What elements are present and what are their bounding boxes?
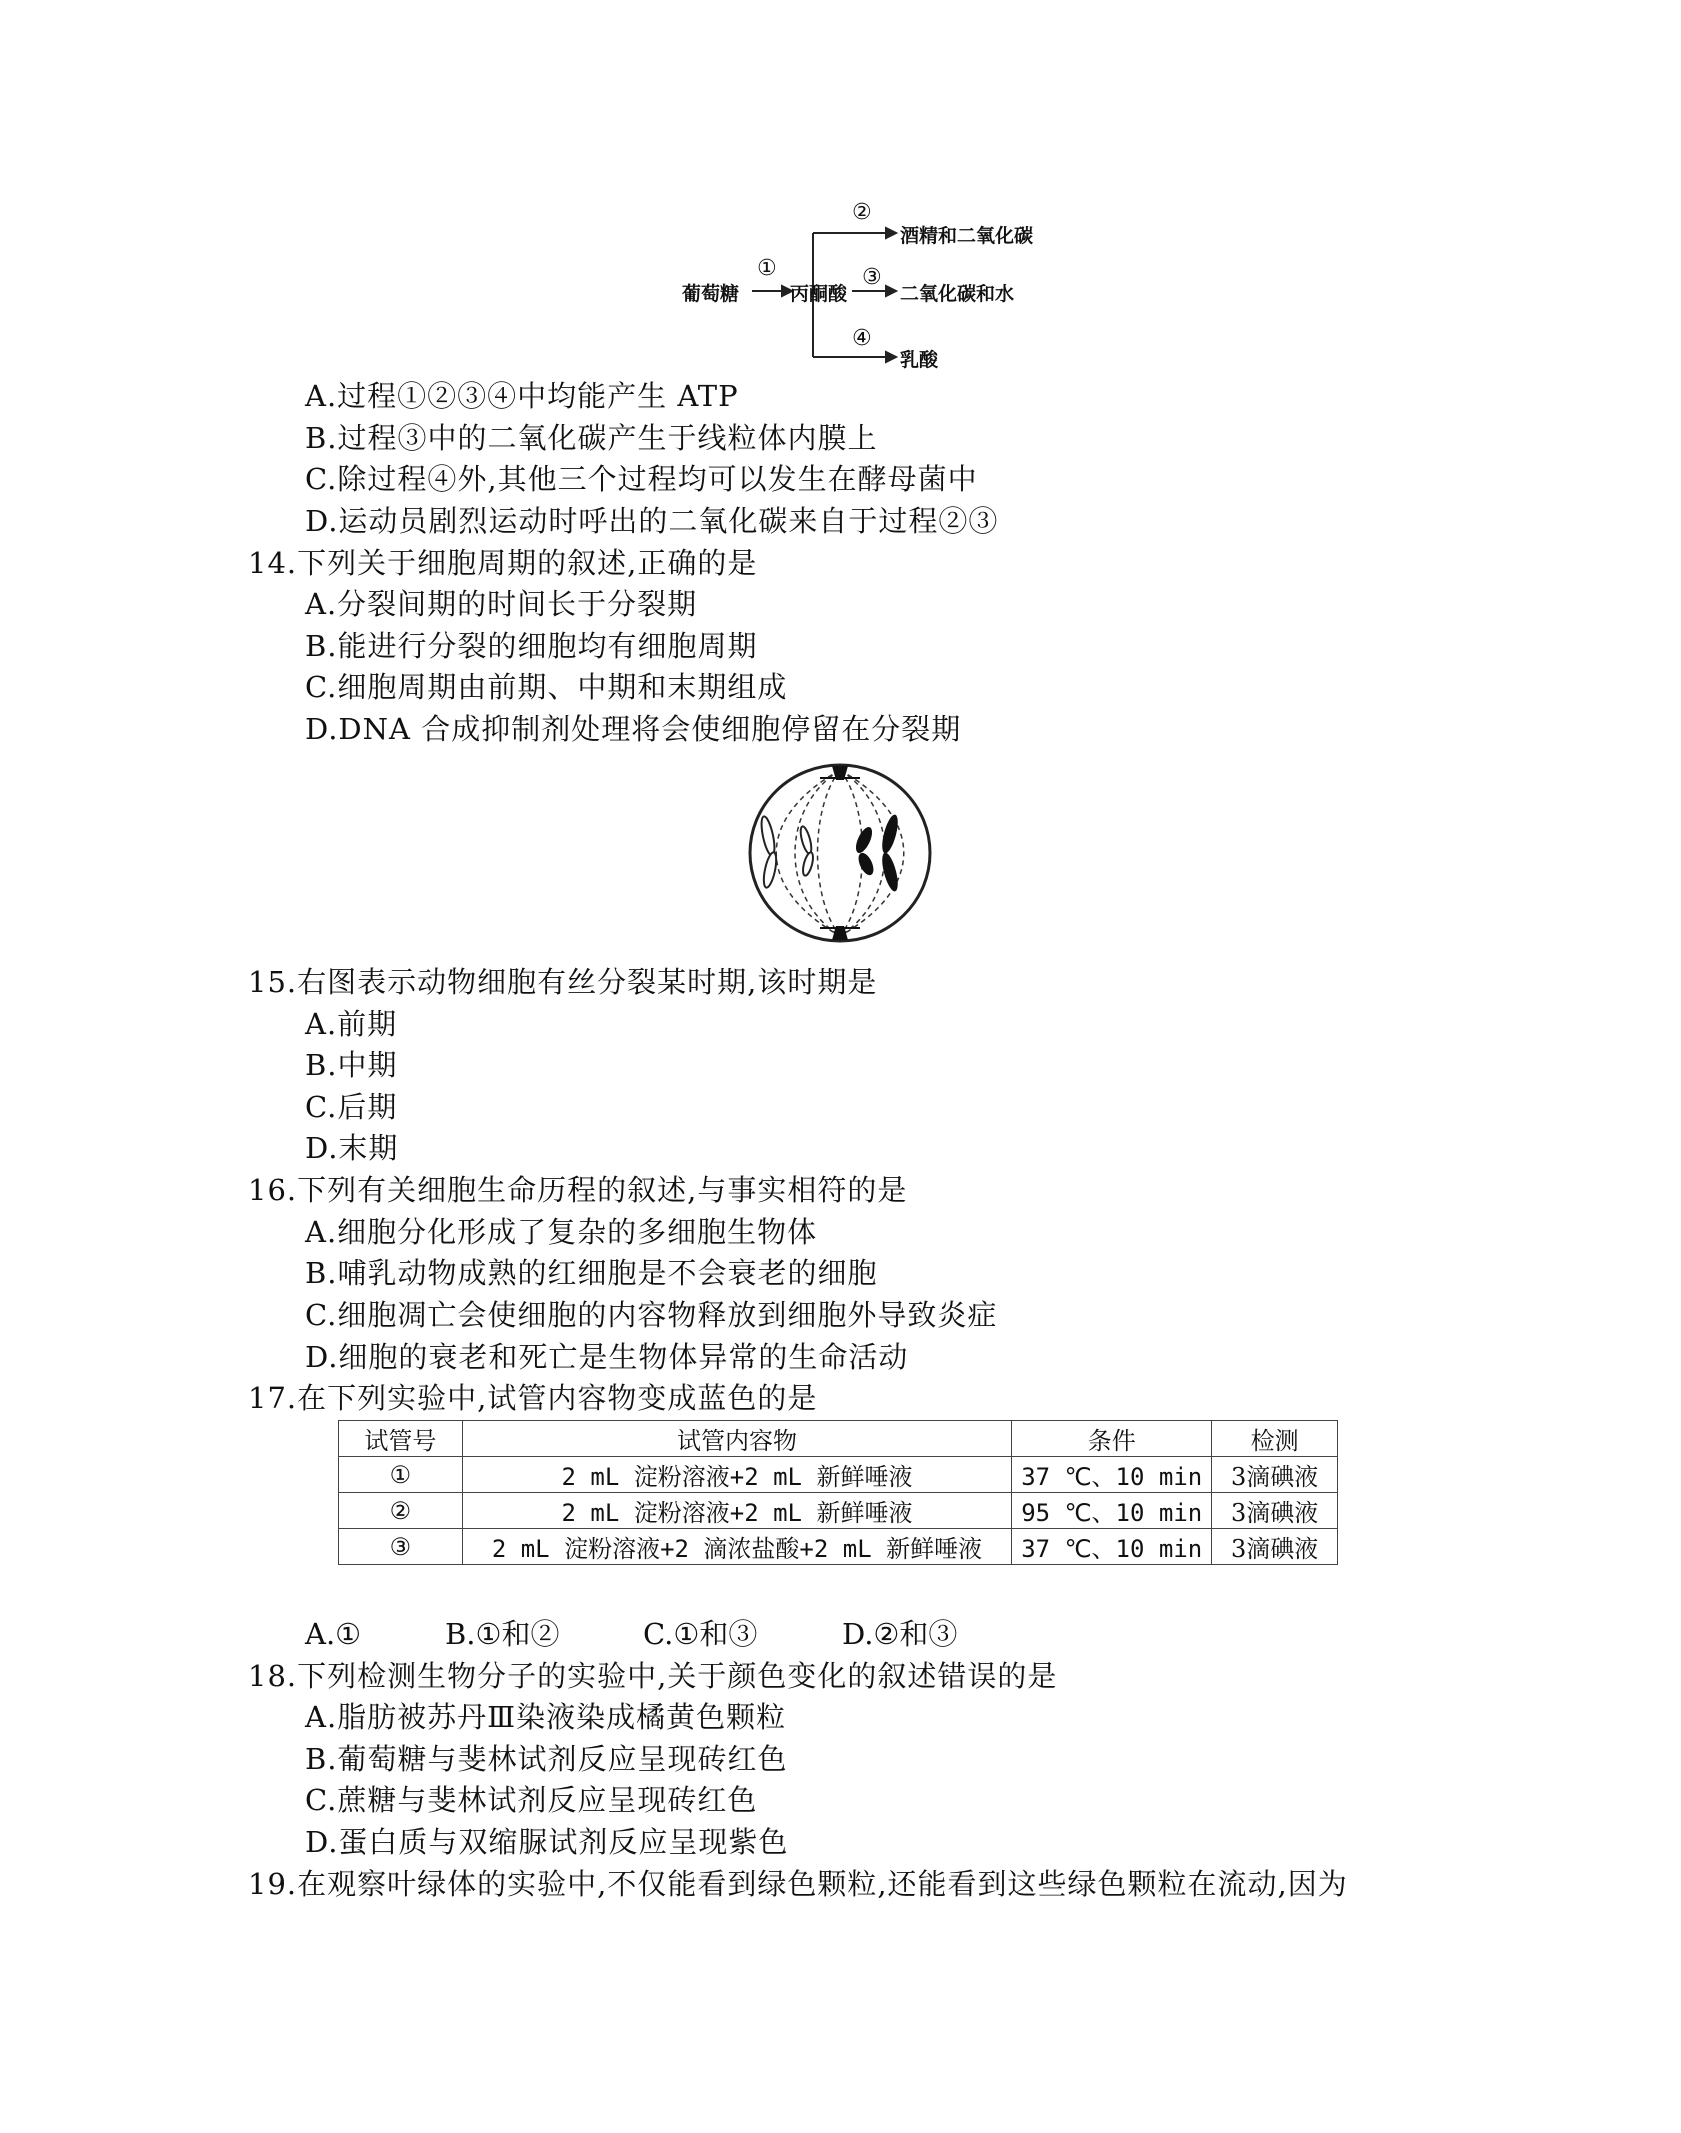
process-2-label: ② — [852, 200, 872, 225]
q15-stem: 15.右图表示动物细胞有丝分裂某时期,该时期是 — [248, 965, 878, 999]
header-tube-contents: 试管内容物 — [462, 1421, 1012, 1457]
table-cell: 2 mL 淀粉溶液+2 滴浓盐酸+2 mL 新鲜唾液 — [462, 1529, 1012, 1565]
q18-stem: 18.下列检测生物分子的实验中,关于颜色变化的叙述错误的是 — [248, 1659, 1058, 1693]
table-cell: 37 ℃、10 min — [1012, 1457, 1212, 1493]
q16-option-a: A.细胞分化形成了复杂的多细胞生物体 — [305, 1215, 818, 1249]
alcohol-co2-label: 酒精和二氧化碳 — [900, 225, 1034, 247]
q16-option-c: C.细胞凋亡会使细胞的内容物释放到细胞外导致炎症 — [305, 1298, 998, 1332]
table-cell: ③ — [339, 1529, 463, 1565]
q17-option-a: A.① — [305, 1617, 362, 1651]
experiment-table — [338, 1420, 1338, 1565]
table-cell: ① — [339, 1457, 463, 1493]
co2-water-label: 二氧化碳和水 — [900, 283, 1015, 305]
q14-option-a: A.分裂间期的时间长于分裂期 — [305, 587, 698, 621]
q13-option-c: C.除过程④外,其他三个过程均可以发生在酵母菌中 — [305, 462, 978, 496]
process-4-label: ④ — [852, 326, 872, 351]
header-tube-number: 试管号 — [339, 1421, 463, 1457]
q15-option-a: A.前期 — [305, 1007, 398, 1041]
q16-stem: 16.下列有关细胞生命历程的叙述,与事实相符的是 — [248, 1173, 908, 1207]
q15-option-c: C.后期 — [305, 1090, 398, 1124]
table-cell: 2 mL 淀粉溶液+2 mL 新鲜唾液 — [462, 1493, 1012, 1529]
table-row — [339, 1457, 1338, 1493]
respiration-arrows — [0, 0, 1681, 400]
q17-stem: 17.在下列实验中,试管内容物变成蓝色的是 — [248, 1381, 818, 1415]
q14-option-b: B.能进行分裂的细胞均有细胞周期 — [305, 629, 758, 663]
table-cell: 3滴碘液 — [1212, 1457, 1338, 1493]
pyruvate-label: 丙酮酸 — [790, 283, 848, 305]
table-cell: 2 mL 淀粉溶液+2 mL 新鲜唾液 — [462, 1457, 1012, 1493]
q18-option-a: A.脂肪被苏丹Ⅲ染液染成橘黄色颗粒 — [305, 1700, 787, 1734]
q13-option-a: A.过程①②③④中均能产生 ATP — [305, 379, 739, 413]
table-cell: 95 ℃、10 min — [1012, 1493, 1212, 1529]
q14-stem: 14.下列关于细胞周期的叙述,正确的是 — [248, 546, 758, 580]
q17-option-b: B.①和② — [445, 1617, 560, 1651]
table-cell: 3滴碘液 — [1212, 1493, 1338, 1529]
table-row — [339, 1529, 1338, 1565]
table-cell: ② — [339, 1493, 463, 1529]
glucose-label: 葡萄糖 — [682, 283, 740, 305]
header-condition: 条件 — [1012, 1421, 1212, 1457]
q16-option-b: B.哺乳动物成熟的红细胞是不会衰老的细胞 — [305, 1256, 878, 1290]
table-header-row — [339, 1421, 1338, 1457]
mitosis-cell-figure — [740, 758, 940, 948]
table-cell: 37 ℃、10 min — [1012, 1529, 1212, 1565]
q14-option-d: D.DNA 合成抑制剂处理将会使细胞停留在分裂期 — [305, 712, 962, 746]
q17-option-c: C.①和③ — [643, 1617, 758, 1651]
q15-option-b: B.中期 — [305, 1048, 398, 1082]
q18-option-c: C.蔗糖与斐林试剂反应呈现砖红色 — [305, 1783, 758, 1817]
q13-option-b: B.过程③中的二氧化碳产生于线粒体内膜上 — [305, 421, 878, 455]
q13-option-d: D.运动员剧烈运动时呼出的二氧化碳来自于过程②③ — [305, 504, 999, 538]
q18-option-b: B.葡萄糖与斐林试剂反应呈现砖红色 — [305, 1742, 788, 1776]
q18-option-d: D.蛋白质与双缩脲试剂反应呈现紫色 — [305, 1825, 789, 1859]
table-row — [339, 1493, 1338, 1529]
process-3-label: ③ — [862, 265, 882, 290]
process-1-label: ① — [757, 256, 777, 281]
header-detection: 检测 — [1212, 1421, 1338, 1457]
table-cell: 3滴碘液 — [1212, 1529, 1338, 1565]
q16-option-d: D.细胞的衰老和死亡是生物体异常的生命活动 — [305, 1340, 909, 1374]
lactic-acid-label: 乳酸 — [900, 349, 939, 371]
q17-option-d: D.②和③ — [842, 1617, 958, 1651]
q14-option-c: C.细胞周期由前期、中期和末期组成 — [305, 670, 788, 704]
q19-stem: 19.在观察叶绿体的实验中,不仅能看到绿色颗粒,还能看到这些绿色颗粒在流动,因为 — [248, 1867, 1348, 1901]
q15-option-d: D.末期 — [305, 1131, 399, 1165]
